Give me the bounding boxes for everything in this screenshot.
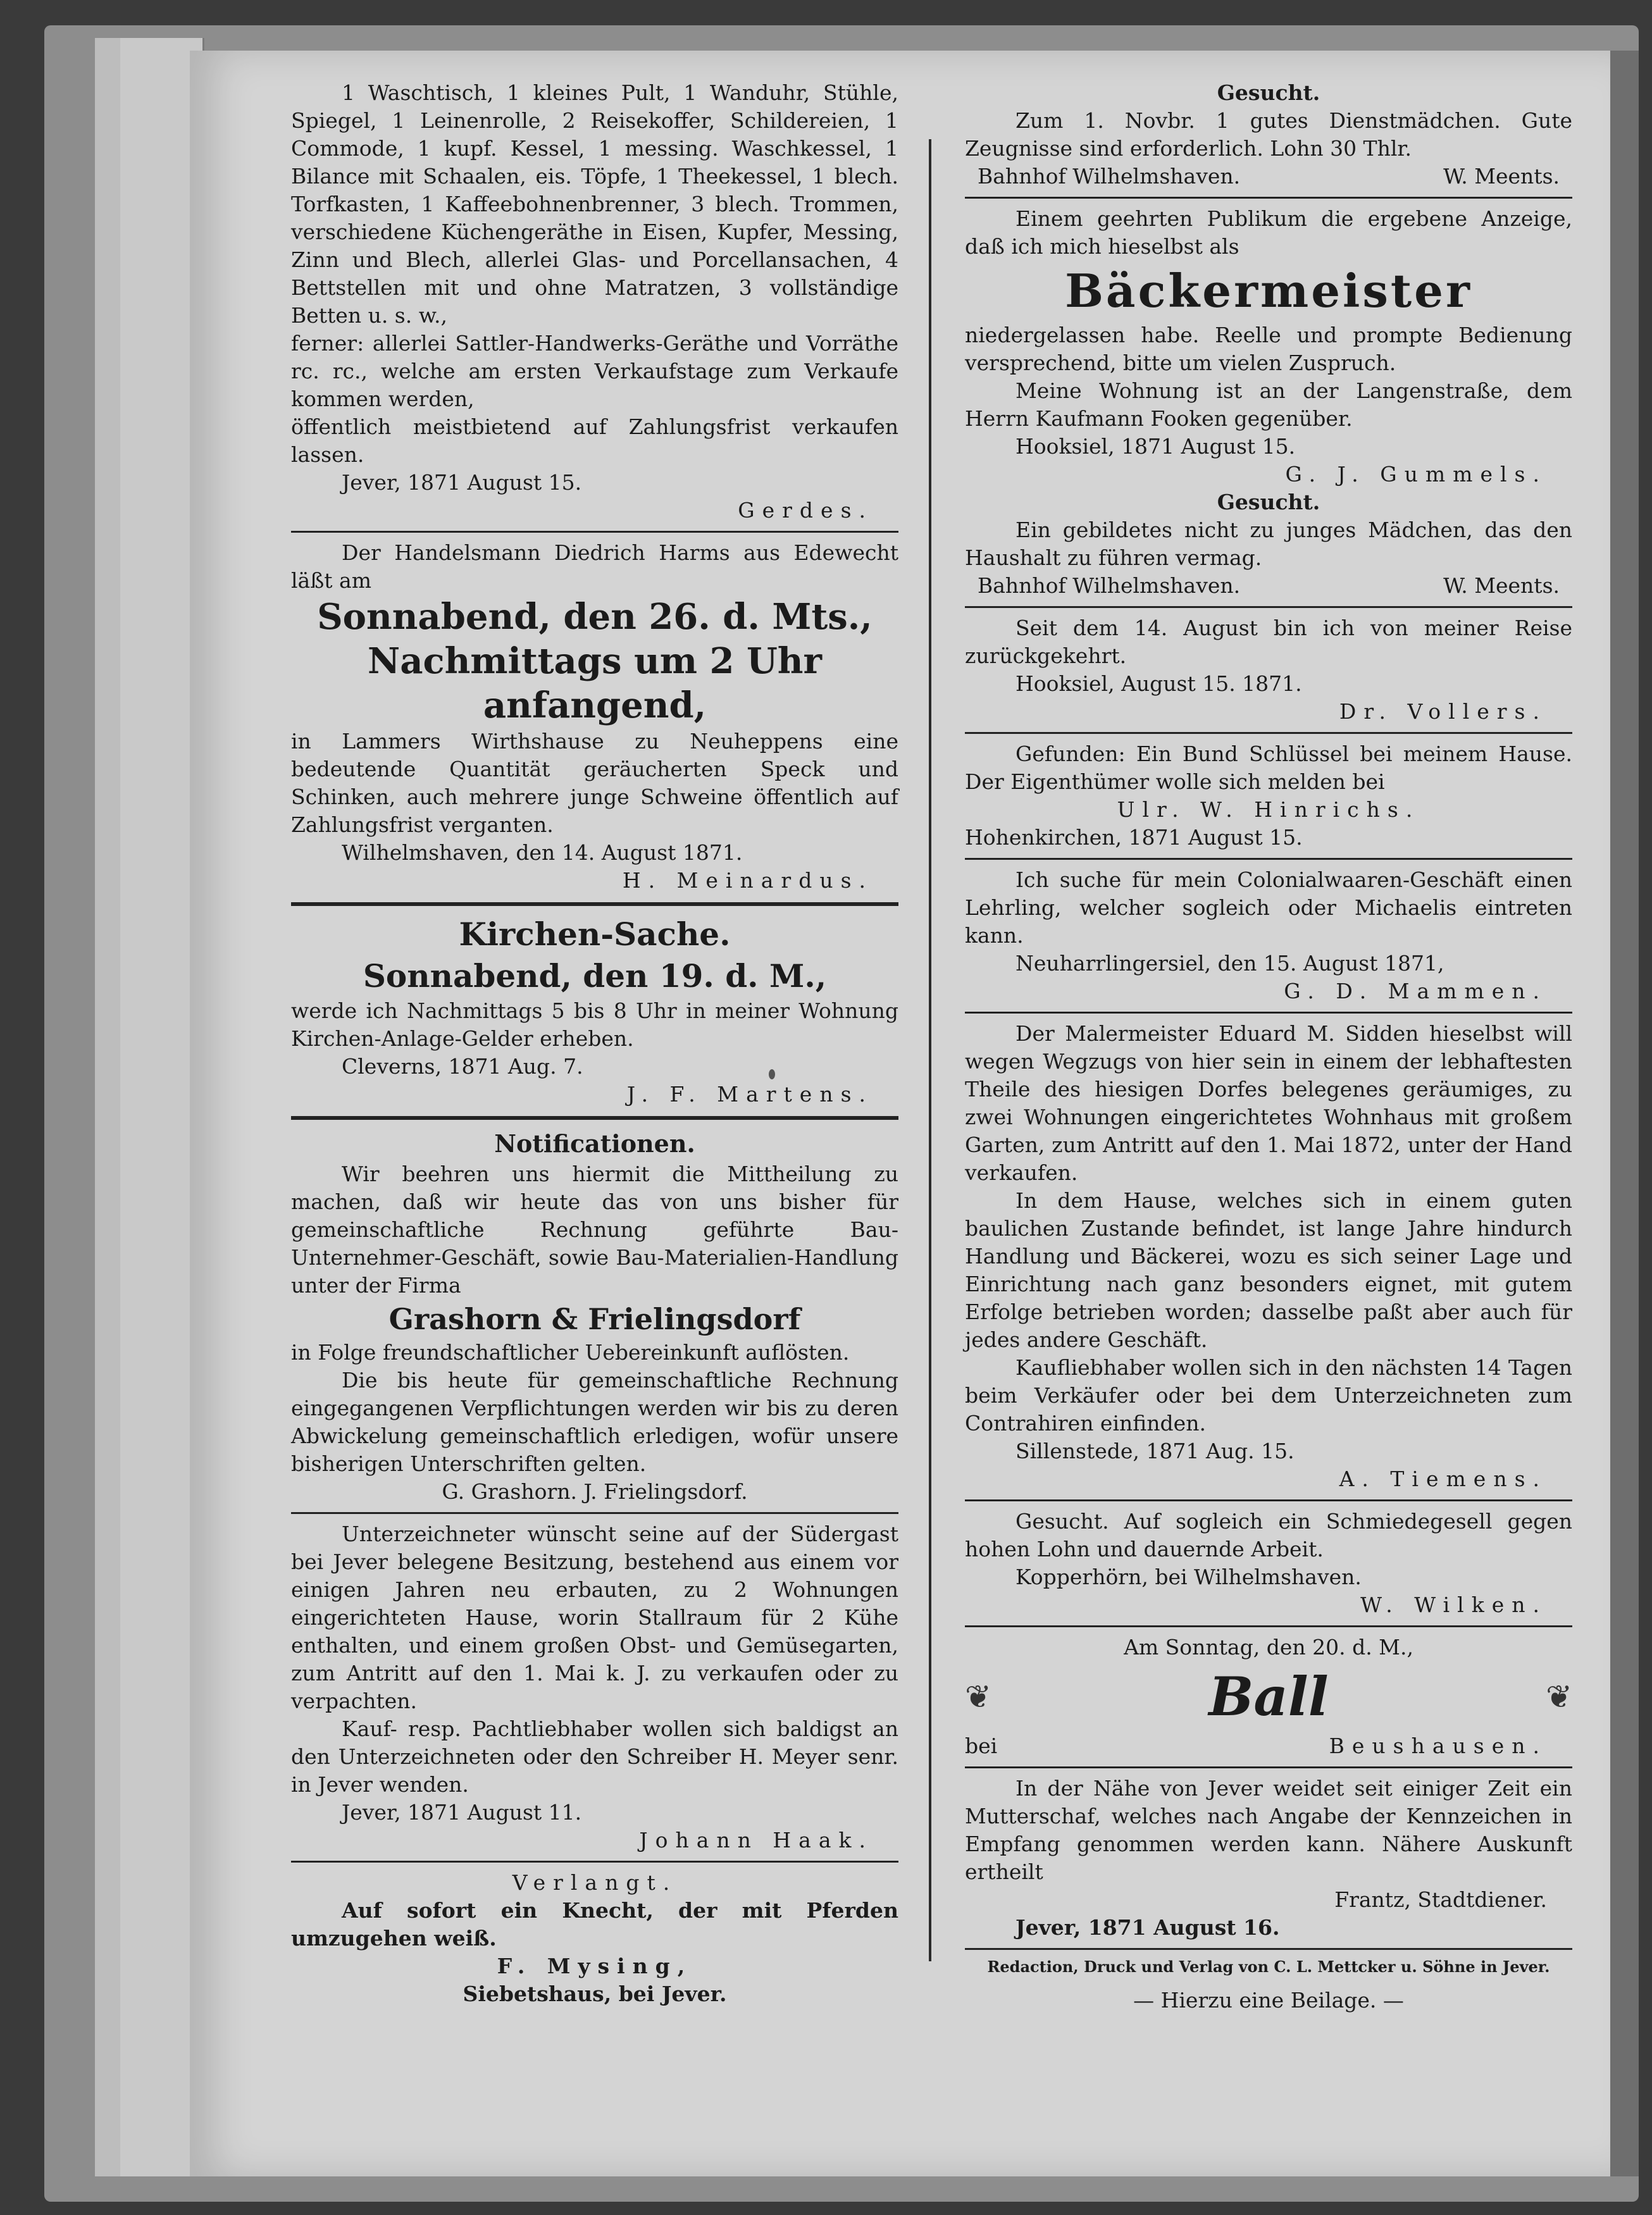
gefunden-notice (965, 740, 1572, 852)
wilken-notice (965, 1508, 1572, 1619)
imprint: Redaction, Druck und Verlag von C. L. Mettcker u. Söhne in Jever. (987, 1958, 1550, 1976)
gesucht2-place: Bahnhof Wilhelmshaven. (978, 573, 1241, 598)
gesucht1-body: Zum 1. Novbr. 1 gutes Dienstmädchen. Gute Zeugnisse sind erforderlich. Lohn 30 Thlr. (965, 108, 1572, 161)
separator (965, 1625, 1572, 1627)
kirchen-body: werde ich Nachmittags 5 bis 8 Uhr in meiner Wohnung Kirchen-Anlage-Gelder erheben. (291, 998, 898, 1051)
baecker-notice (965, 205, 1572, 488)
schaf-signature: Frantz, Stadtdiener. (1334, 1887, 1547, 1912)
separator (291, 1512, 898, 1514)
gefunden-body: Gefunden: Ein Bund Schlüssel bei meinem Hause. Der Eigenthümer wolle sich melden bei (965, 741, 1572, 794)
separator (291, 531, 898, 533)
baecker-intro: Einem geehrten Publikum die ergebene Anzeige, daß ich mich hieselbst als (965, 206, 1572, 259)
notifications-body3: Die bis heute für gemeinschaftliche Rechnung eingegangenen Verpflichtungen werden wir bis zu deren Abwickelung gemeinschaftlich erledigen, wofür unsere bisherigen Unterschriften gelten. (291, 1368, 898, 1476)
vollers-signature: Dr. Vollers. (1339, 699, 1547, 724)
baecker-body2: Meine Wohnung ist an der Langenstraße, dem Herrn Kaufmann Fooken gegenüber. (965, 378, 1572, 431)
kirchen-signature: J. F. Martens. (626, 1082, 873, 1107)
ball-banner (965, 1665, 1572, 1728)
separator (965, 1948, 1572, 1950)
verlangt-title: Verlangt. (512, 1870, 678, 1895)
wilken-signature: W. Wilken. (1360, 1592, 1547, 1617)
ball-notice (965, 1634, 1572, 1760)
kirchen-notice (291, 914, 898, 1108)
separator (291, 1116, 898, 1120)
separator (291, 1861, 898, 1863)
harms-date: Sonnabend, den 26. d. Mts., (317, 596, 873, 638)
left-column (291, 79, 898, 2008)
baecker-body: niedergelassen habe. Reelle und prompte Bedienung versprechend, bitte um vielen Zuspruch. (965, 323, 1572, 375)
wilken-place: Kopperhörn, bei Wilhelmshaven. (1015, 1565, 1362, 1589)
separator (291, 902, 898, 906)
kirchen-date: Sonnabend, den 19. d. M., (363, 957, 827, 995)
auction-sale: öffentlich meistbietend auf Zahlungsfrist verkaufen lassen. (291, 414, 898, 467)
gesucht2-title: Gesucht. (1217, 490, 1320, 514)
notifications-signature: G. Grashorn. J. Frielingsdorf. (442, 1479, 748, 1504)
auction-place: Jever, 1871 August 15. (342, 470, 582, 495)
schaf-notice (965, 1775, 1572, 1942)
right-gutter (1610, 51, 1639, 2176)
sidden-signature: A. Tiemens. (1339, 1467, 1547, 1491)
haak-place: Jever, 1871 August 11. (342, 1800, 582, 1825)
gesucht1-notice (965, 79, 1572, 190)
ball-intro: Am Sonntag, den 20. d. M., (1124, 1635, 1413, 1660)
verlangt-body: Auf sofort ein Knecht, der mit Pferden umzugehen weiß. (291, 1898, 898, 1951)
notifications-firm: Grashorn & Frielingsdorf (388, 1302, 801, 1336)
gesucht1-title: Gesucht. (1217, 80, 1320, 105)
vollers-place: Hooksiel, August 15. 1871. (1015, 671, 1302, 696)
ball-signature: Beushausen. (1329, 1734, 1547, 1758)
gesucht1-place: Bahnhof Wilhelmshaven. (978, 164, 1241, 189)
gesucht1-signature: W. Meents. (1443, 164, 1560, 189)
haak-body2: Kauf- resp. Pachtliebhaber wollen sich baldigst an den Unterzeichneten oder den Schreiber H. Meyer senr. in Jever wenden. (291, 1716, 898, 1797)
lehrling-place: Neuharrlingersiel, den 15. August 1871, (1015, 951, 1444, 976)
ball-footer (965, 1732, 1572, 1760)
ball-word: Ball (1208, 1665, 1329, 1728)
separator (965, 1499, 1572, 1501)
vollers-notice (965, 614, 1572, 726)
verlangt-notice (291, 1869, 898, 2008)
gesucht1-footer (965, 163, 1572, 190)
right-column (965, 79, 1572, 2014)
harms-body: in Lammers Wirthshause zu Neuheppens eine bedeutende Quantität geräucherten Speck und Schinken, auch mehrere junge Schweine öffentlich auf Zahlungsfrist verganten. (291, 729, 898, 837)
notifications-title: Notificationen. (494, 1129, 695, 1158)
sidden-place: Sillenstede, 1871 Aug. 15. (1015, 1439, 1295, 1463)
auction-ferner: ferner: allerlei Sattler-Handwerks-Geräthe und Vorräthe rc. rc., welche am ersten Verkaufstage zum Verkaufe kommen werden, (291, 331, 898, 411)
separator (965, 732, 1572, 734)
separator (965, 606, 1572, 608)
verlangt-signature: F. Mysing, (497, 1954, 693, 1978)
harms-signature: H. Meinardus. (622, 868, 873, 893)
column-divider (929, 139, 931, 1961)
sidden-notice (965, 1020, 1572, 1493)
sidden-body2: In dem Hause, welches sich in einem guten baulichen Zustande befindet, ist lange Jahre hindurch Handlung und Bäckerei, wozu es sich seiner Lage und Einrichtung nach ganz besonders eignet, mit gutem Erfolge betrieben worden; dasselbe paßt aber auch für jedes andere Geschäft. (965, 1188, 1572, 1352)
gesucht2-notice (965, 488, 1572, 600)
flourish-right-icon: ❦ (1546, 1678, 1572, 1715)
notifications-body: Wir beehren uns hiermit die Mittheilung zu machen, daß wir heute das von uns bisher für gemeinschaftliche Rechnung geführte Bau-Unternehmer-Geschäft, sowie Bau-Materialien-Handlung unter der Firma (291, 1162, 898, 1298)
kirchen-title: Kirchen-Sache. (459, 915, 731, 953)
harms-intro: Der Handelsmann Diedrich Harms aus Edewecht läßt am (291, 540, 898, 593)
auction-items: 1 Waschtisch, 1 kleines Pult, 1 Wanduhr, Stühle, Spiegel, 1 Leinenrolle, 2 Reisekoffer, Schildereien, 1 Commode, 1 kupf. Kessel, 1 messing. Waschkessel, 1 Bilance mit Schaalen, eis. Töpfe, 1 Theekessel, 1 blech. Torfkasten, 1 Kaffeebohnenbrenner, 3 blech. Trommen, verschiedene Küchengeräthe in Eisen, Kupfer, Messing, Zinn und Blech, allerlei Glas- und Porcellansachen, 4 Bettstellen mit und ohne Matratzen, 3 vollständige Betten u. s. w., (291, 80, 898, 328)
separator (965, 858, 1572, 860)
baecker-signature: G. J. Gummels. (1285, 462, 1547, 487)
harms-time: Nachmittags um 2 Uhr anfangend, (368, 640, 822, 726)
baecker-place: Hooksiel, 1871 August 15. (1015, 434, 1296, 459)
gefunden-place: Hohenkirchen, 1871 August 15. (965, 825, 1303, 850)
lehrling-body: Ich suche für mein Colonialwaaren-Geschäft einen Lehrling, welcher sogleich oder Michaelis eintreten kann. (965, 867, 1572, 948)
sidden-body: Der Malermeister Eduard M. Sidden hieselbst will wegen Wegzugs von hier sein in einem der lebhaftesten Theile des hiesigen Dorfes belegenes geräumiges, zu zwei Wohnungen eingerichtetes Wohnhaus mit großem Garten, zum Antritt auf den 1. Mai 1872, unter der Hand verkaufen. (965, 1021, 1572, 1185)
gesucht2-body: Ein gebildetes nicht zu junges Mädchen, das den Haushalt zu führen vermag. (965, 518, 1572, 570)
sidden-body3: Kaufliebhaber wollen sich in den nächsten 14 Tagen beim Verkäufer oder bei dem Unterzeichneten zum Contrahiren einfinden. (965, 1355, 1572, 1436)
schaf-place: Jever, 1871 August 16. (1015, 1915, 1280, 1940)
schaf-body: In der Nähe von Jever weidet seit einiger Zeit ein Mutterschaf, welches nach Angabe der Kennzeichen in Empfang genommen werden kann. Nähere Auskunft ertheilt (965, 1776, 1572, 1884)
haak-signature: Johann Haak. (639, 1828, 873, 1852)
haak-notice (291, 1520, 898, 1854)
verlangt-place: Siebetshaus, bei Jever. (463, 1982, 727, 2006)
gefunden-signature: Ulr. W. Hinrichs. (1117, 797, 1420, 822)
vollers-body: Seit dem 14. August bin ich von meiner Reise zurückgekehrt. (965, 616, 1572, 668)
harms-notice (291, 539, 898, 895)
kirchen-place: Cleverns, 1871 Aug. 7. (342, 1054, 583, 1079)
ink-speck (769, 1069, 775, 1079)
auction-signature: Gerdes. (738, 498, 873, 523)
ball-bei: bei (965, 1734, 998, 1758)
baecker-title: Bäckermeister (1065, 264, 1472, 318)
flourish-left-icon: ❦ (965, 1678, 991, 1715)
notifications-body2: in Folge freundschaftlicher Uebereinkunft auflösten. (291, 1340, 850, 1365)
beilage-note: — Hierzu eine Beilage. — (1133, 1988, 1404, 2013)
lehrling-notice (965, 866, 1572, 1005)
separator (965, 1012, 1572, 1014)
separator (965, 1766, 1572, 1768)
haak-body: Unterzeichneter wünscht seine auf der Südergast bei Jever belegene Besitzung, bestehend aus einem vor einigen Jahren neu erbauten, zu 2 Wohnungen eingerichteten Hause, worin Stallraum für 2 Kühe enthalten, und einem großen Obst- und Gemüsegarten, zum Antritt auf den 1. Mai k. J. zu verkaufen oder zu verpachten. (291, 1522, 898, 1713)
notifications-notice (291, 1127, 898, 1506)
auction-notice (291, 79, 898, 524)
lehrling-signature: G. D. Mammen. (1284, 979, 1547, 1003)
separator (965, 197, 1572, 199)
gesucht2-footer (965, 572, 1572, 600)
gesucht2-signature: W. Meents. (1443, 573, 1560, 598)
harms-place: Wilhelmshaven, den 14. August 1871. (342, 840, 743, 865)
wilken-body: Gesucht. Auf sogleich ein Schmiedegesell gegen hohen Lohn und dauernde Arbeit. (965, 1509, 1572, 1561)
